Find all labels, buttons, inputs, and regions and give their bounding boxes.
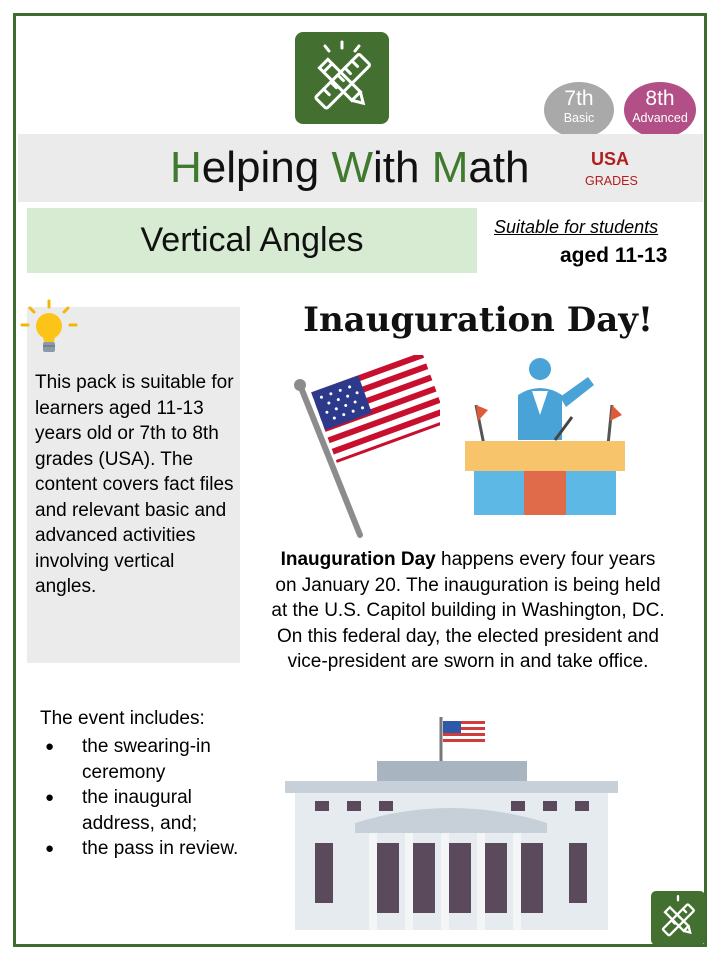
grade-badge-7th [544, 82, 614, 138]
topic-title: Vertical Angles [140, 221, 364, 259]
description-text: This pack is suitable for learners aged 11-13 years old or 7th to 8th grades (USA). The content covers fact files and relevant basic and advanced activities involving vertical angles. [35, 372, 234, 597]
title-part: M [431, 143, 469, 192]
us-flag-icon [290, 355, 440, 545]
grade-level: Advanced [632, 111, 688, 125]
region-country: USA [591, 149, 630, 169]
list-item: ● the inaugural address, and; [45, 785, 265, 836]
event-intro: The event includes: [40, 708, 205, 729]
lightbulb-icon [18, 298, 80, 360]
grade-badge-8th [624, 82, 696, 138]
title-part: elping [201, 143, 332, 192]
page-heading: Inauguration Day! [303, 300, 653, 340]
event-description [268, 547, 668, 675]
logo-small-icon [651, 891, 705, 945]
list-item: ● the pass in review. [45, 836, 265, 862]
title-part: H [170, 143, 202, 192]
title-part: ath [468, 143, 530, 192]
suitability-label: Suitable for students [494, 217, 659, 237]
white-house-icon [285, 713, 618, 930]
grade-level: Basic [563, 111, 595, 125]
para-text: happens every four years on January 20. The inauguration is being held at the U.S. Capitol building in Washington, DC. On this federal day, the elected president and vice-president are sworn in and take office. [271, 549, 665, 672]
podium-speaker-icon [460, 355, 630, 515]
site-title [170, 143, 530, 193]
list-item: ● the swearing-in ceremony [45, 734, 265, 785]
grade-number: 8th [645, 87, 675, 110]
title-part: ith [372, 143, 432, 192]
grade-number: 7th [564, 87, 594, 110]
region-label: GRADES [585, 174, 638, 188]
event-list [45, 734, 265, 862]
topic-box [27, 208, 477, 273]
title-part: W [331, 143, 373, 192]
suitability-age: aged 11-13 [560, 244, 668, 267]
logo-pencil-ruler-icon [295, 32, 389, 124]
para-bold: Inauguration Day [280, 549, 436, 570]
